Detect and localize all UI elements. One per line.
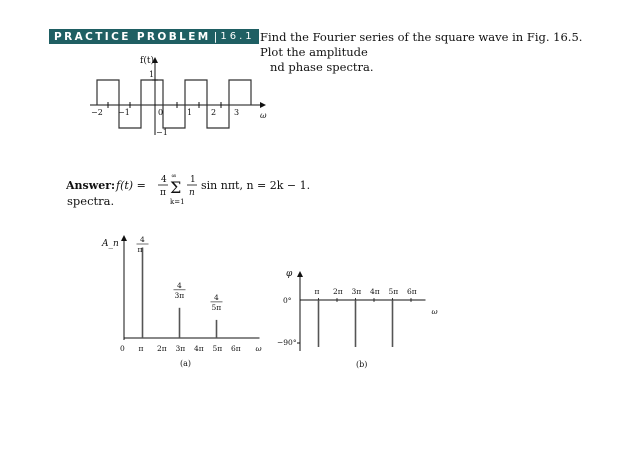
- waveform-ytick-1: 1: [149, 70, 155, 79]
- amp-xtick-label: π: [138, 344, 144, 353]
- sum-symbol: Σ: [170, 178, 182, 197]
- answer-label: Answer:: [66, 179, 116, 192]
- waveform-xtick: −2: [91, 108, 103, 117]
- phase-xtick-label: 5π: [388, 287, 399, 296]
- phase-xtick-label: 3π: [351, 287, 362, 296]
- waveform-xtick: 0: [158, 108, 164, 117]
- phase-ytick-label: −90°: [277, 338, 297, 347]
- term-numerator: 1: [190, 175, 196, 185]
- amp-xtick-label: 3π: [175, 344, 186, 353]
- amp-xtick-label: 0: [120, 344, 125, 353]
- banner-label: PRACTICE PROBLEM: [54, 30, 211, 43]
- answer-rhs: sin nπt, n = 2k − 1.: [201, 179, 311, 192]
- amp-data-label-num: 4: [214, 292, 219, 302]
- sum-upper-limit: ∞: [171, 172, 177, 180]
- phase-spectrum-chart: [268, 262, 448, 377]
- banner-separator: |: [213, 30, 218, 43]
- waveform-xtick: 3: [234, 108, 240, 117]
- phase-ytick-label: 0°: [283, 296, 292, 305]
- amp-xtick-label: 2π: [157, 344, 167, 353]
- banner-number: 16.1: [220, 31, 255, 42]
- sum-lower-limit: k=1: [170, 198, 185, 206]
- amp-xtick-label: 4π: [194, 344, 204, 353]
- square-wave-figure: [80, 50, 280, 140]
- phase-xlabel: ω: [431, 307, 438, 316]
- problem-line-1: Find the Fourier series of the square wave in Fig. 16.5. Plot the amplitude: [260, 30, 583, 59]
- waveform-ytick-neg1: −1: [156, 128, 168, 137]
- amp-xtick-label: 5π: [212, 344, 223, 353]
- practice-problem-banner: [49, 29, 259, 44]
- waveform-xtick: −1: [118, 108, 130, 117]
- waveform-ylabel: f(t): [140, 56, 154, 66]
- term-denominator: n: [189, 188, 195, 198]
- waveform-xlabel: ω: [260, 111, 267, 120]
- amplitude-spectrum-chart: [100, 228, 275, 378]
- coef-numerator: 4: [161, 175, 167, 185]
- phase-xtick-label: 2π: [333, 287, 343, 296]
- phase-caption: (b): [356, 360, 368, 369]
- phase-xtick-label: π: [314, 287, 320, 296]
- problem-statement: [260, 30, 600, 75]
- amp-ylabel: A_n: [102, 239, 119, 249]
- waveform-xtick: 2: [211, 108, 217, 117]
- square-wave-trace: [97, 80, 251, 128]
- coef-denominator: π: [160, 188, 166, 198]
- amp-data-label-den: π: [137, 245, 143, 254]
- amp-data-label-num: 4: [140, 235, 145, 244]
- answer-lhs: f(t) =: [116, 179, 146, 192]
- waveform-xtick: 1: [187, 108, 193, 117]
- problem-line-2: nd phase spectra.: [270, 60, 374, 74]
- amp-data-label-den: 5π: [211, 302, 222, 312]
- phase-ylabel: φ: [286, 269, 293, 279]
- phase-xtick-label: 6π: [407, 287, 417, 296]
- phase-xtick-label: 4π: [370, 287, 380, 296]
- amp-data-label-num: 4: [177, 280, 182, 290]
- amp-data-label-den: 3π: [174, 290, 185, 300]
- amp-xtick-label: 6π: [231, 344, 241, 353]
- answer-line-2: spectra.: [67, 194, 115, 208]
- amp-caption: (a): [180, 359, 192, 368]
- amp-xlabel: ω: [255, 344, 262, 353]
